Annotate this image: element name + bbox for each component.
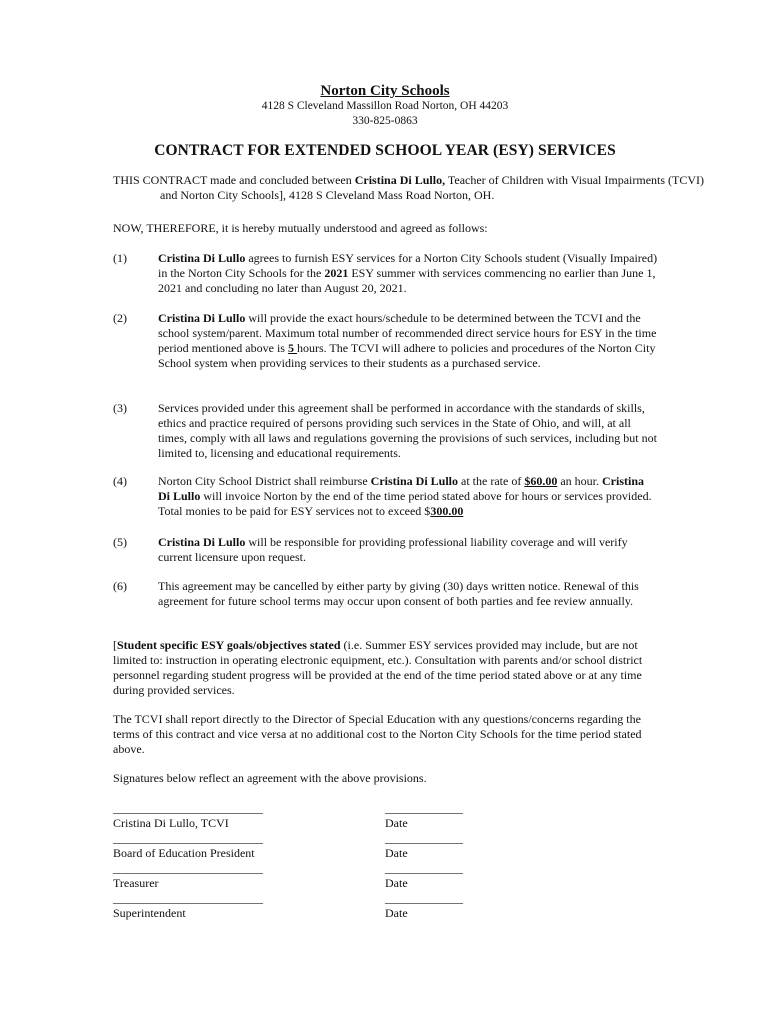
signatures-intro: Signatures below reflect an agreement with the above provisions. [113,771,427,785]
clause-text-part: will provide the exact hours/schedule to be determined between the TCVI and the school system/parent. Maximum total number of recommended direct service hours for ESY in the time period mentioned above is [158,311,657,356]
date-line[interactable]: _____________ [385,801,463,815]
intro-prefix: THIS CONTRACT made and concluded between [113,173,355,187]
clause-text-part: will invoice Norton by the end of the time period stated above for hours or services provided. Total monies to be paid for ESY services not to exceed $ [158,489,652,519]
provider-name: Cristina Di Lullo [158,474,644,504]
service-year: 2021 [324,266,349,281]
hourly-rate: $60.00 [524,474,558,488]
clause-number: (3) [113,401,127,415]
contract-title: CONTRACT FOR EXTENDED SCHOOL YEAR (ESY) SERVICES [154,142,616,159]
clause-number: (5) [113,535,127,549]
clause-text: Services provided under this agreement shall be performed in accordance with the standards of skills, ethics and practice required of persons providing such services in the State of Ohio, and will, at all times, comply with all laws and regulations governing the provisions of such services, including but not limited to, licensing and educational requirements. [158,401,657,461]
signer-label: Board of Education President [113,846,255,860]
clause-text-part: will be responsible for providing professional liability coverage and will verify current licensure upon request. [158,535,628,565]
signature-line[interactable]: _________________________ [113,801,263,815]
now-therefore: NOW, THEREFORE, it is hereby mutually understood and agreed as follows: [113,221,488,235]
provider-name: Cristina Di Lullo [158,311,246,325]
clause-text [158,474,658,519]
clause-text [158,311,658,371]
clause-text [158,535,658,565]
clause-4 [113,474,658,519]
goals-bracket: [ [113,638,117,652]
date-label: Date [385,906,408,920]
signer-label: Superintendent [113,906,186,920]
clause-number: (6) [113,579,127,593]
clause-text [158,251,658,296]
goals-paragraph [113,638,658,698]
clause-text-part: ESY summer with services commencing no earlier than June 1, 2021 and concluding no later than August 20, 2021. [158,266,656,296]
clause-6 [113,579,658,609]
provider-name: Cristina Di Lullo [370,474,459,488]
date-line[interactable]: _____________ [385,861,463,875]
clause-1 [113,251,658,296]
clause-text-part: hours. The TCVI will adhere to policies and procedures of the Norton City School system when providing services to their students as a purchased service. [158,341,656,371]
signer-label: Cristina Di Lullo, TCVI [113,816,229,830]
org-phone: 330-825-0863 [352,115,418,127]
clause-number: (2) [113,311,127,325]
clause-text-part: at the rate of [458,474,525,488]
clause-text-part: an hour. [557,474,602,488]
org-name: Norton City Schools [320,83,450,99]
report-paragraph: The TCVI shall report directly to the Director of Special Education with any questions/concerns regarding the terms of this contract and vice versa at no additional cost to the Norton City Schools for the time period stated above. [113,712,642,757]
provider-name: Cristina Di Lullo [158,251,246,265]
clause-5 [113,535,658,565]
intro-paragraph [113,173,705,203]
signature-line[interactable]: _________________________ [113,831,263,845]
clause-number: (1) [113,251,127,265]
date-label: Date [385,876,408,890]
signature-line[interactable]: _________________________ [113,861,263,875]
date-line[interactable]: _____________ [385,831,463,845]
signature-line[interactable]: _________________________ [113,891,263,905]
date-label: Date [385,816,408,830]
clause-2 [113,311,658,371]
date-label: Date [385,846,408,860]
clause-3 [113,401,658,461]
org-address: 4128 S Cleveland Massillon Road Norton, OH 44203 [261,100,509,112]
clause-text-part: agrees to furnish ESY services for a Norton City Schools student (Visually Impaired) in the Norton City Schools for the [158,251,658,281]
intro-suffix: Teacher of Children with Visual Impairments (TCVI) and Norton City Schools], 4128 S Cleveland Mass Road Norton, OH. [160,173,705,203]
max-hours: 5 [287,341,297,356]
clause-text-part: Norton City School District shall reimburse [158,474,371,488]
goals-heading: Student specific ESY goals/objectives stated [117,638,341,652]
signer-label: Treasurer [113,876,159,890]
provider-name: Cristina Di Lullo [158,535,246,549]
date-line[interactable]: _____________ [385,891,463,905]
total-cap: 300.00 [430,504,464,519]
intro-name: Cristina Di Lullo, [354,173,446,187]
goals-text: (i.e. Summer ESY services provided may include, but are not limited to: instruction in operating electronic equipment, etc.). Consultation with parents and/or school district personnel regarding student progress will be provided at the end of the time period stated above or at any time during provided services. [113,638,643,698]
clause-number: (4) [113,474,127,488]
clause-text: This agreement may be cancelled by either party by giving (30) days written notice. Renewal of this agreement for future school terms may occur upon consent of both parties and fee review annually. [158,579,639,609]
